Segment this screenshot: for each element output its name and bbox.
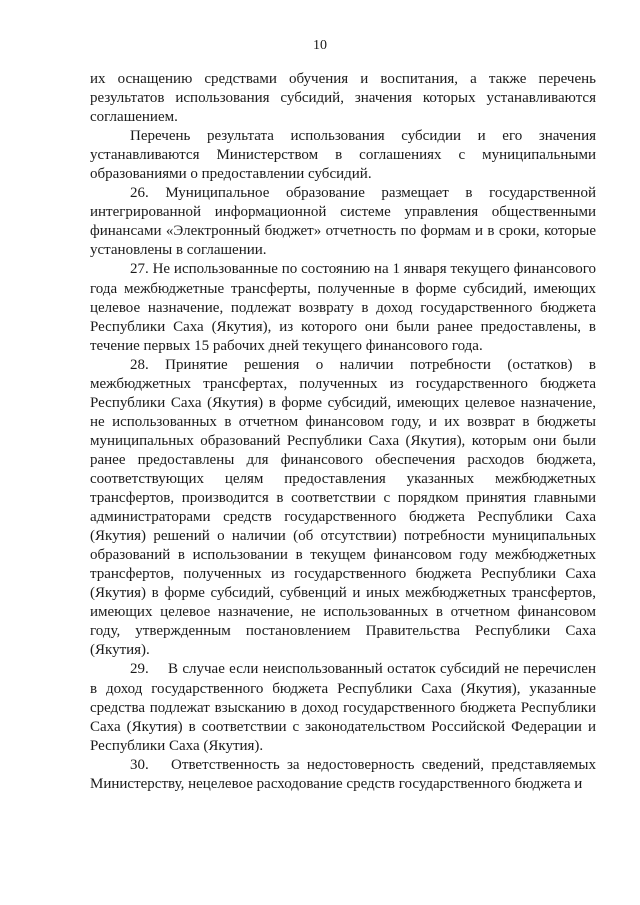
paragraph-29: 29. В случае если неиспользованный остаток субсидий не перечислен в доход государственного бюджета Республики Саха (Якутия), указанные средства подлежат взысканию в доход государственного бюджета Республики Саха (Якутия) в соответствии с законодательством Российской Федерации и Республики Саха (Якутия).: [90, 661, 596, 754]
paragraph-continuation: их оснащению средствами обучения и воспитания, а также перечень результатов использования субсидий, значения которых устанавливаются соглашением.: [90, 71, 596, 126]
paragraph-results-list: Перечень результата использования субсидии и его значения устанавливаются Министерством в соглашениях с муниципальными образованиями о предоставлении субсидий.: [90, 128, 596, 183]
paragraph-26: 26. Муниципальное образование размещает в государственной интегрированной информационной системе управления общественными финансами «Электронный бюджет» отчетность по формам и в сроки, которые установлены в соглашении.: [90, 185, 596, 259]
paragraph-27: 27. Не использованные по состоянию на 1 января текущего финансового года межбюджетные трансферты, полученные в форме субсидий, имеющих целевое назначение, подлежат возврату в доход государственного бюджета Республики Саха (Якутия), из которого они были ранее предоставлены, в течение первых 15 рабочих дней текущего финансового года.: [90, 261, 596, 354]
paragraph-28: 28. Принятие решения о наличии потребности (остатков) в межбюджетных трансфертах, полученных из государственного бюджета Республики Саха (Якутия) в форме субсидий, имеющих целевое назначение, не использованных в отчетном финансовом году, и их возврат в бюджеты муниципальных образований Республики Саха (Якутия), которым они были ранее предоставлены для финансового обеспечения расходов бюджета, соответствующих целям предоставления указанных межбюджетных трансфертов, производится в соответствии с порядком принятия главными администраторами средств государственного бюджета Республики Саха (Якутия) решений о наличии (об отсутствии) потребности муниципальных образований в использовании в текущем финансовом году межбюджетных трансфертов, полученных из государственного бюджета Республики Саха (Якутия) в форме субсидий, субвенций и иных межбюджетных трансфертов, имеющих целевое назначение, не использованных в отчетном финансовом году, утвержденным постановлением Правительства Республики Саха (Якутия).: [90, 356, 596, 659]
paragraph-30: 30. Ответственность за недостоверность сведений, представляемых Министерству, нецелевое расходование средств государственного бюджета и: [90, 756, 596, 792]
page-number: 10: [313, 38, 327, 53]
document-body: [90, 70, 596, 794]
